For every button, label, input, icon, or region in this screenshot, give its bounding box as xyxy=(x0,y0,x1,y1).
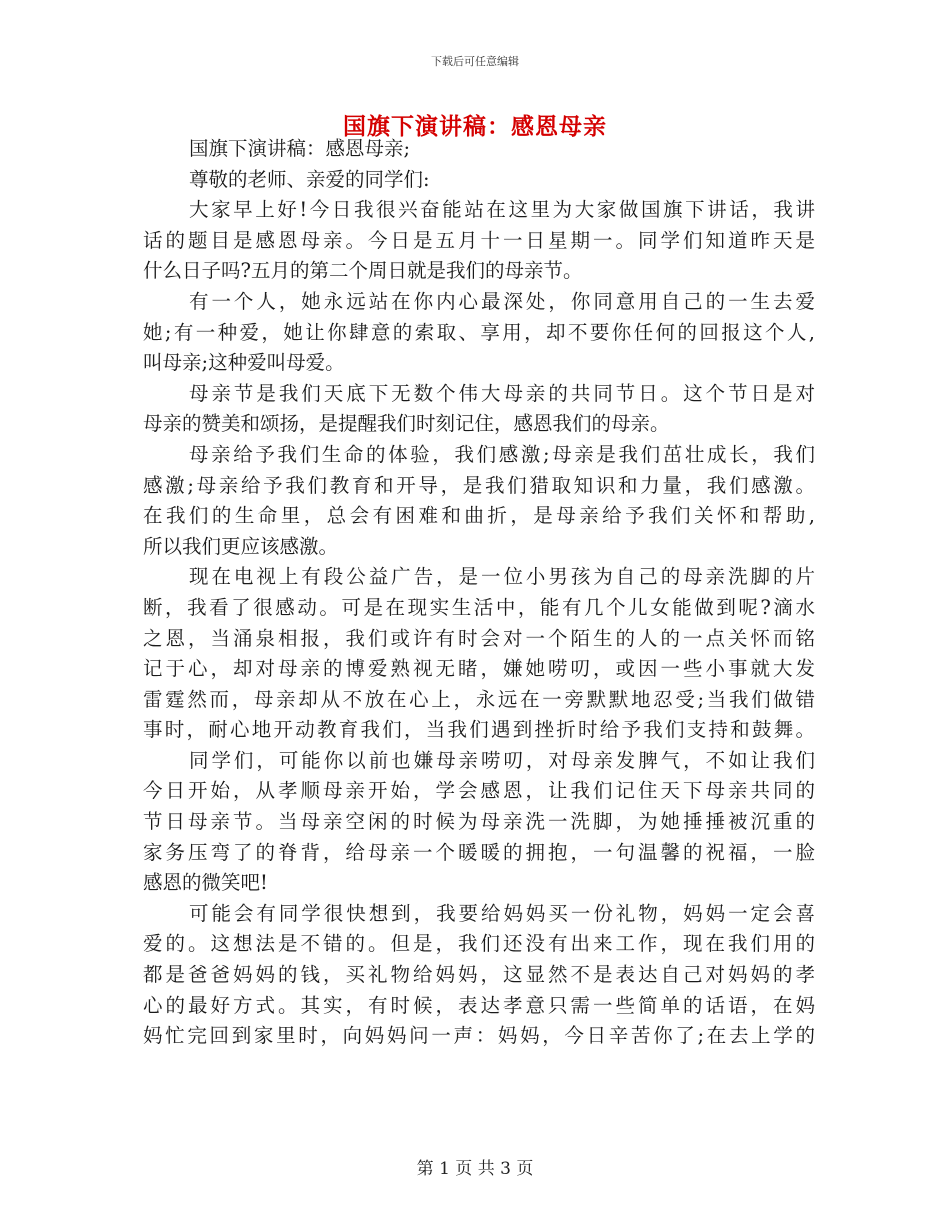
body-line: 母亲节是我们天底下无数个伟大母亲的共同节日。这个节日是对 xyxy=(189,381,815,405)
body-line: 有一个人，她永远站在你内心最深处，你同意用自己的一生去爱 xyxy=(189,289,815,313)
body-line: 之恩，当涌泉相报，我们或许有时会对一个陌生的人的一点关怀而铭 xyxy=(143,626,815,650)
body-line: 雷霆然而，母亲却从不放在心上，永远在一旁默默地忍受;当我们做错 xyxy=(143,687,815,711)
body-line: 记于心，却对母亲的博爱熟视无睹，嫌她唠叨，或因一些小事就大发 xyxy=(143,657,815,681)
document-body xyxy=(143,134,815,1052)
body-line: 心的最好方式。其实，有时候，表达孝意只需一些简单的话语，在妈 xyxy=(143,993,815,1017)
body-line: 事时，耐心地开动教育我们，当我们遇到挫折时给予我们支持和鼓舞。 xyxy=(143,718,815,742)
document-title: 国旗下演讲稿：感恩母亲 xyxy=(343,113,607,140)
body-line: 感恩的微笑吧! xyxy=(143,871,268,895)
body-line: 今日开始，从孝顺母亲开始，学会感恩，让我们记住天下母亲共同的 xyxy=(143,779,815,803)
body-line: 节日母亲节。当母亲空闲的时候为母亲洗一洗脚，为她捶捶被沉重的 xyxy=(143,810,815,834)
body-line: 尊敬的老师、亲爱的同学们: xyxy=(189,167,430,191)
body-line: 大家早上好!今日我很兴奋能站在这里为大家做国旗下讲话，我讲 xyxy=(189,198,815,222)
body-line: 母亲的赞美和颂扬，是提醒我们时刻记住，感恩我们的母亲。 xyxy=(143,412,670,436)
body-line: 国旗下演讲稿：感恩母亲; xyxy=(189,137,411,160)
body-line: 话的题目是感恩母亲。今日是五月十一日星期一。同学们知道昨天是 xyxy=(143,228,815,252)
body-line: 爱的。这想法是不错的。但是，我们还没有出来工作，现在我们用的 xyxy=(143,932,815,956)
body-line: 在我们的生命里，总会有困难和曲折，是母亲给予我们关怀和帮助, xyxy=(143,504,815,528)
page-header: 下载后可任意编辑 xyxy=(431,55,519,68)
body-line: 感激;母亲给予我们教育和开导，是我们猎取知识和力量，我们感激。 xyxy=(143,473,815,497)
body-line: 所以我们更应该感激。 xyxy=(143,534,339,558)
body-line: 现在电视上有段公益广告，是一位小男孩为自己的母亲洗脚的片 xyxy=(189,565,815,589)
page-footer: 第 1 页 共 3 页 xyxy=(416,1159,534,1179)
body-line: 可能会有同学很快想到，我要给妈妈买一份礼物，妈妈一定会喜 xyxy=(189,901,815,925)
body-line: 同学们，可能你以前也嫌母亲唠叨，对母亲发脾气，不如让我们 xyxy=(189,748,815,772)
body-line: 她;有一种爱，她让你肆意的索取、享用，却不要你任何的回报这个人, xyxy=(143,320,815,344)
body-line: 母亲给予我们生命的体验，我们感激;母亲是我们茁壮成长，我们 xyxy=(189,442,815,466)
body-line: 家务压弯了的脊背，给母亲一个暖暖的拥抱，一句温馨的祝福，一脸 xyxy=(143,840,815,864)
body-line: 断，我看了很感动。可是在现实生活中，能有几个儿女能做到呢?滴水 xyxy=(143,595,815,619)
body-line: 妈忙完回到家里时，向妈妈问一声：妈妈，今日辛苦你了;在去上学的 xyxy=(143,1024,815,1048)
body-line: 什么日子吗?五月的第二个周日就是我们的母亲节。 xyxy=(143,259,583,283)
body-line: 都是爸爸妈妈的钱，买礼物给妈妈，这显然不是表达自己对妈妈的孝 xyxy=(143,963,815,987)
body-line: 叫母亲;这种爱叫母爱。 xyxy=(143,351,345,375)
